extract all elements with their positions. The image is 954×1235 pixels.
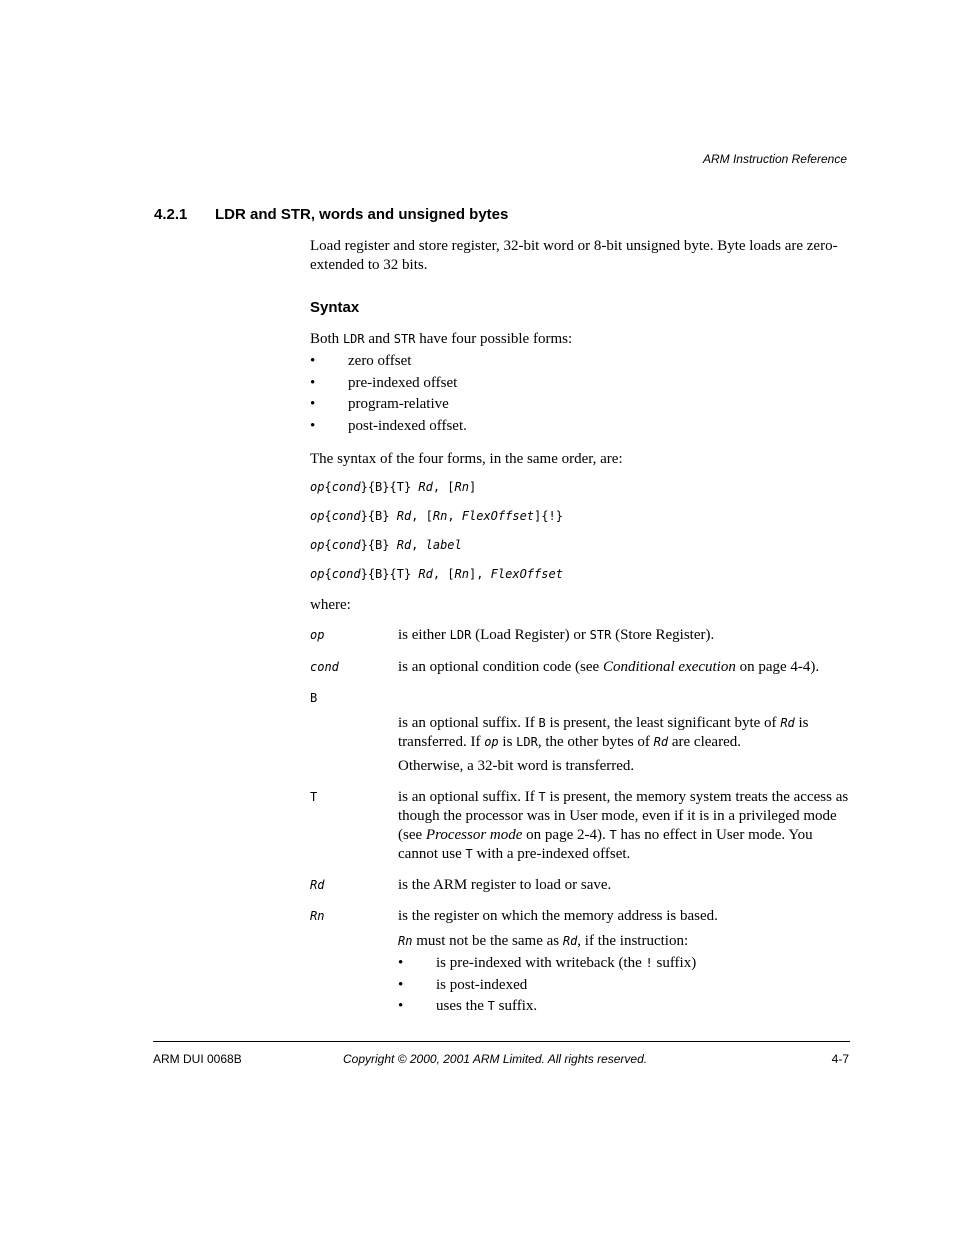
syntax-placeholder: op: [310, 480, 325, 494]
syntax-placeholder: Rn: [454, 567, 469, 581]
syntax-literal: ],: [468, 567, 491, 581]
syntax-literal: , [: [432, 480, 455, 494]
footer-copyright: Copyright © 2000, 2001 ARM Limited. All rights reserved.: [343, 1052, 648, 1066]
list-item: • pre-indexed offset: [310, 374, 850, 396]
syntax-literal: }{B}{T}: [360, 567, 419, 581]
syntax-literal: , [: [411, 509, 433, 523]
footer-rule: [153, 1041, 850, 1042]
syntax-placeholder: Rn: [432, 509, 448, 523]
term-cond: cond: [310, 660, 339, 674]
list-item: • uses the T suffix.: [398, 997, 850, 1019]
intro-paragraph: Load register and store register, 32-bit word or 8-bit unsigned byte. Byte loads are zero-extended to 32 bits.: [310, 238, 838, 273]
def-b-otherwise: Otherwise, a 32-bit word is transferred.: [398, 758, 635, 774]
syntax-literal: }{B}: [360, 509, 397, 523]
syntax-line-1: [310, 480, 476, 494]
syntax-placeholder: Rd: [418, 567, 433, 581]
section-title: LDR and STR, words and unsigned bytes: [215, 206, 509, 223]
syntax-placeholder: op: [310, 509, 325, 523]
def-b: is an optional suffix. If B is present, the least significant byte of Rd is transferred. If op is LDR, the other bytes of Rd are cleared.: [398, 715, 809, 750]
list-item: • is post-indexed: [398, 976, 850, 998]
rn-conditions-list: [398, 954, 850, 1019]
syntax-placeholder: op: [310, 567, 325, 581]
syntax-placeholder: cond: [331, 538, 361, 552]
syntax-literal: }{B}: [360, 538, 397, 552]
page-number: 4-7: [831, 1052, 849, 1066]
term-b: B: [310, 691, 318, 705]
syntax-placeholder: FlexOffset: [490, 567, 563, 581]
def-rn-condition: Rn must not be the same as Rd, if the instruction:: [398, 933, 689, 949]
where-label: where:: [310, 597, 351, 613]
list-item: • post-indexed offset.: [310, 417, 850, 439]
list-item: • is pre-indexed with writeback (the ! suffix): [398, 954, 850, 976]
syntax-line-4: [310, 567, 563, 581]
syntax-placeholder: label: [425, 538, 462, 552]
syntax-placeholder: op: [310, 538, 325, 552]
term-rd: Rd: [310, 878, 325, 892]
list-item: • zero offset: [310, 352, 850, 374]
section-number: 4.2.1: [154, 206, 188, 223]
forms-list: [310, 352, 850, 439]
def-cond: is an optional condition code (see Conditional execution on page 4-4).: [398, 659, 820, 675]
term-op: op: [310, 628, 325, 642]
syntax-placeholder: cond: [331, 509, 361, 523]
syntax-literal: ]{!}: [534, 509, 563, 523]
term-t: T: [310, 790, 318, 804]
syntax-placeholder: Rd: [418, 480, 433, 494]
syntax-placeholder: FlexOffset: [461, 509, 535, 523]
term-rn: Rn: [310, 909, 325, 923]
footer-doc-id: ARM DUI 0068B: [153, 1052, 242, 1066]
syntax-literal: {: [324, 509, 332, 523]
list-item: • program-relative: [310, 395, 850, 417]
syntax-literal: ,: [447, 509, 462, 523]
syntax-literal: {: [324, 480, 332, 494]
syntax-literal: , [: [432, 567, 455, 581]
syntax-literal: {: [324, 538, 332, 552]
order-text: The syntax of the four forms, in the same order, are:: [310, 451, 623, 467]
syntax-line-2: [310, 509, 563, 523]
cross-reference-link[interactable]: Conditional execution: [602, 659, 736, 675]
syntax-placeholder: cond: [331, 567, 361, 581]
syntax-line-3: [310, 538, 462, 552]
syntax-placeholder: Rn: [454, 480, 469, 494]
syntax-heading: Syntax: [310, 299, 360, 316]
syntax-literal: {: [324, 567, 332, 581]
syntax-literal: ]: [468, 480, 477, 494]
syntax-placeholder: Rd: [396, 538, 412, 552]
running-header: ARM Instruction Reference: [702, 152, 847, 166]
syntax-literal: }{B}{T}: [360, 480, 419, 494]
forms-intro: Both LDR and STR have four possible forms:: [310, 331, 573, 347]
cross-reference-link[interactable]: Processor mode: [425, 827, 523, 843]
def-t: is an optional suffix. If T is present, the memory system treats the access as though the processor was in User mode, even if it is in a privileged mode (see Processor mode on page 2-4). T has no effect in User mode. You cannot use T with a pre-indexed offset.: [398, 789, 849, 862]
syntax-placeholder: cond: [331, 480, 361, 494]
def-op: is either LDR (Load Register) or STR (Store Register).: [398, 627, 715, 643]
def-rd: is the ARM register to load or save.: [398, 877, 612, 893]
def-rn: is the register on which the memory address is based.: [398, 908, 718, 924]
syntax-placeholder: Rd: [396, 509, 412, 523]
syntax-literal: ,: [411, 538, 426, 552]
